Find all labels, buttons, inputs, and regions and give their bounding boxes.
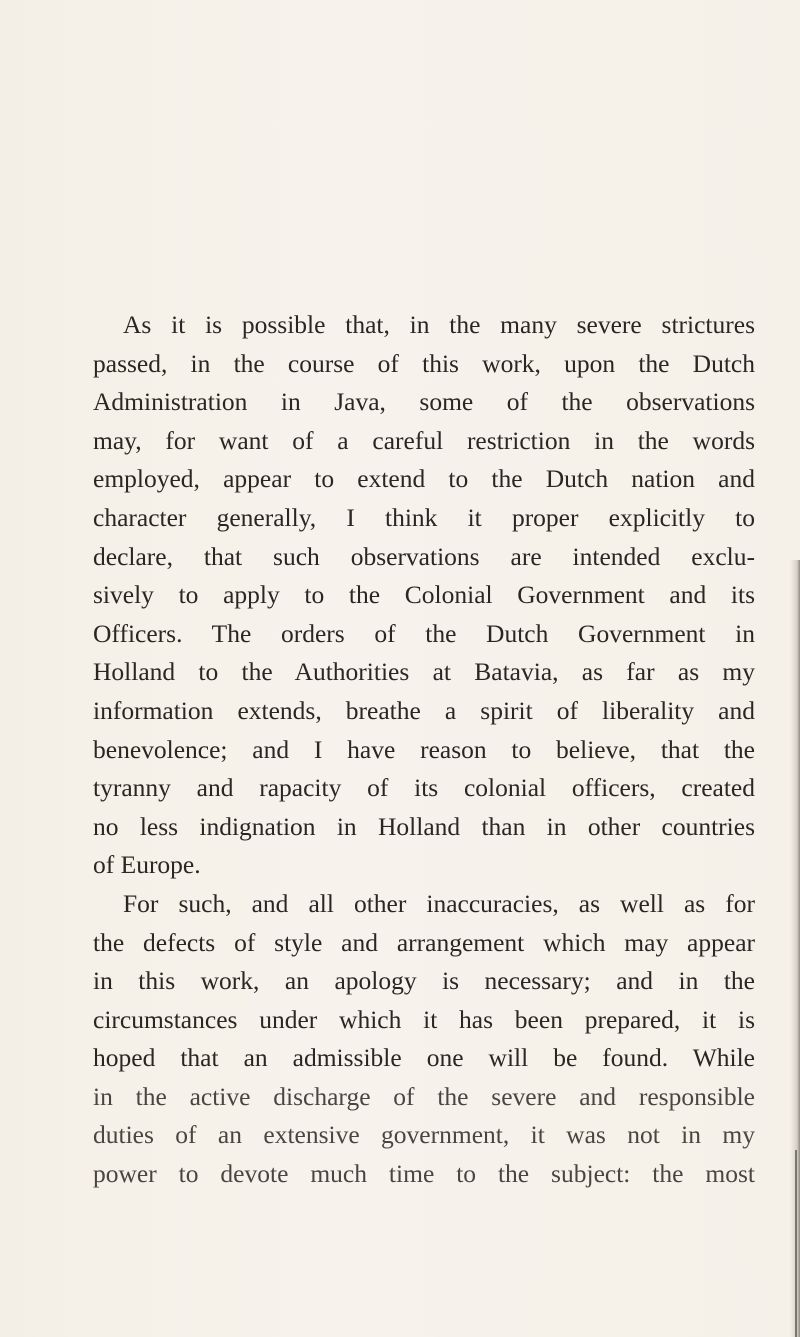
text-line: in this work, an apology is necessary; and in the (93, 966, 755, 996)
text-line: duties of an extensive government, it was not in my (93, 1120, 755, 1150)
text-line: may, for want of a careful restriction in the words (93, 425, 755, 455)
text-line: power to devote much time to the subject: the most (93, 1159, 755, 1189)
text-line: no less indignation in Holland than in other countries (93, 811, 755, 841)
text-line: employed, appear to extend to the Dutch nation and (93, 464, 755, 494)
text-line: tyranny and rapacity of its colonial officers, created (93, 773, 755, 803)
text-line: circumstances under which it has been prepared, it is (93, 1004, 755, 1034)
text-line: the defects of style and arrangement which may appear (93, 927, 755, 957)
text-line: of Europe. (93, 850, 201, 880)
text-line: declare, that such observations are intended exclu- (93, 541, 755, 571)
body-text (93, 306, 755, 1194)
text-line: Holland to the Authorities at Batavia, as far as my (93, 657, 755, 687)
text-line: information extends, breathe a spirit of liberality and (93, 695, 755, 725)
text-line: As it is possible that, in the many severe strictures (123, 310, 755, 339)
text-line: benevolence; and I have reason to believe, that the (93, 734, 755, 764)
paragraph-1 (93, 306, 755, 885)
paragraph-2 (93, 885, 755, 1194)
text-line: passed, in the course of this work, upon the Dutch (93, 348, 755, 378)
text-line: Officers. The orders of the Dutch Government in (93, 618, 755, 648)
text-line: For such, and all other inaccuracies, as well as for (123, 888, 755, 918)
text-line: in the active discharge of the severe and responsible (93, 1081, 755, 1111)
text-line: character generally, I think it proper explicitly to (93, 502, 755, 532)
text-line: hoped that an admissible one will be found. While (93, 1043, 755, 1073)
page-edge-line (795, 1150, 797, 1337)
text-line: Administration in Java, some of the observations (93, 387, 755, 417)
text-line: sively to apply to the Colonial Government and its (93, 580, 755, 610)
